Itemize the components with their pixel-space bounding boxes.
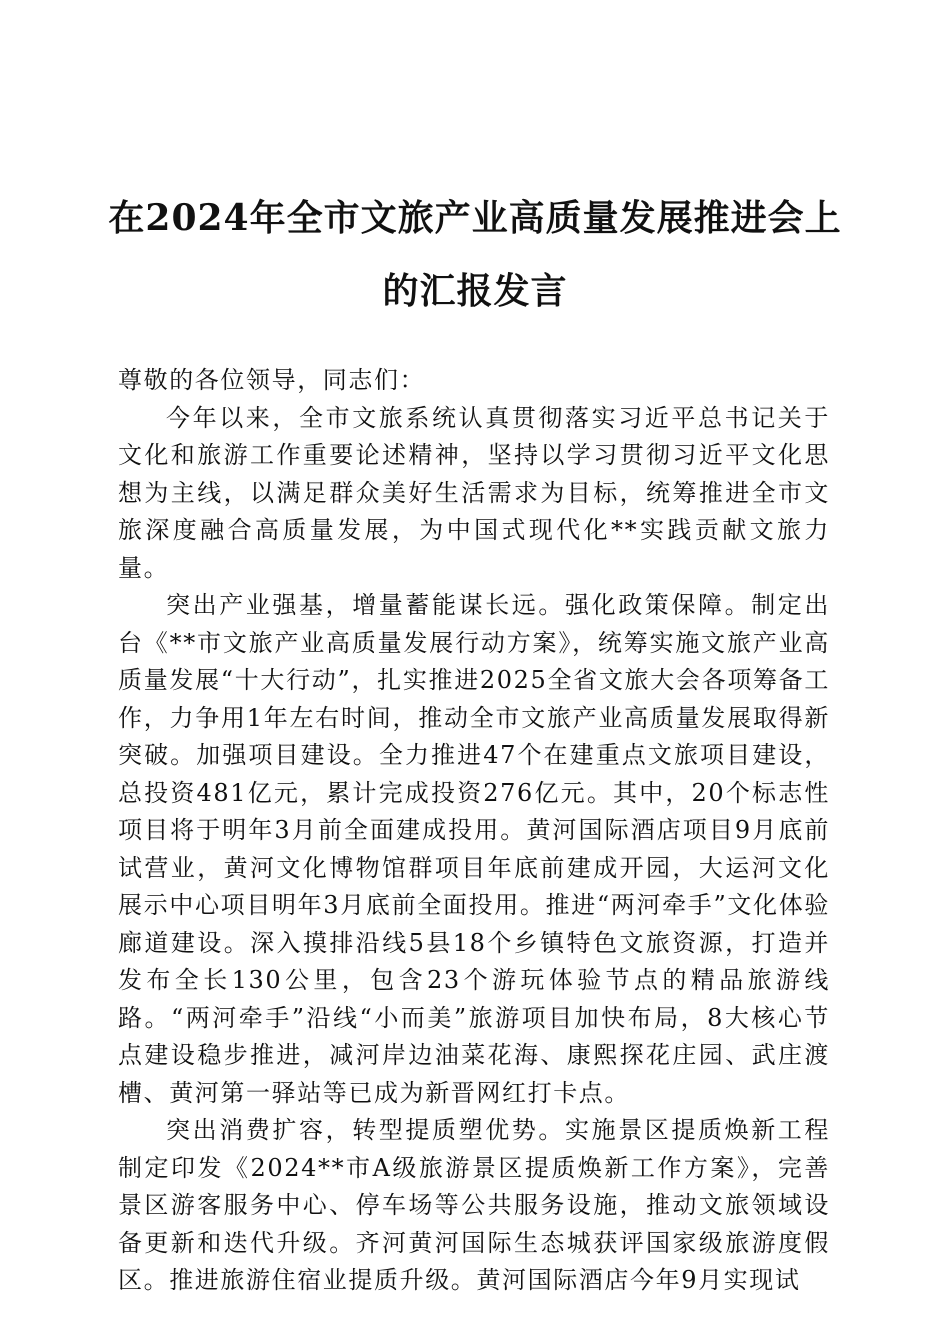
document-body [118,362,830,1300]
paragraph-intro: 今年以来，全市文旅系统认真贯彻落实习近平总书记关于文化和旅游工作重要论述精神，坚持以学习贯彻习近平文化思想为主线，以满足群众美好生活需求为目标，统筹推进全市文旅深度融合高质量发展，为中国式现代化**实践贡献文旅力量。 [118,403,830,582]
paragraph-consumption: 突出消费扩容，转型提质塑优势。实施景区提质焕新工程制定印发《2024**市A级旅游景区提质焕新工作方案》，完善景区游客服务中心、停车场等公共服务设施，推动文旅领域设备更新和迭代升级。齐河黄河国际生态城获评国家级旅游度假区。推进旅游住宿业提质升级。黄河国际酒店今年9月实现试 [118,1116,830,1294]
paragraph-industry: 突出产业强基，增量蓄能谋长远。强化政策保障。制定出台《**市文旅产业高质量发展行动方案》，统筹实施文旅产业高质量发展“十大行动”，扎实推进2025全省文旅大会各项筹备工作，力争用1年左右时间，推动全市文旅产业高质量发展取得新突破。加强项目建设。全力推进47个在建重点文旅项目建设，总投资481亿元，累计完成投资276亿元。其中，20个标志性项目将于明年3月前全面建成投用。黄河国际酒店项目9月底前试营业，黄河文化博物馆群项目年底前建成开园，大运河文化展示中心项目明年3月底前全面投用。推进“两河牵手”文化体验廊道建设。深入摸排沿线5县18个乡镇特色文旅资源，打造并发布全长130公里，包含23个游玩体验节点的精品旅游线路。“两河牵手”沿线“小而美”旅游项目加快布局，8大核心节点建设稳步推进，减河岸边油菜花海、康熙探花庄园、武庄渡槽、黄河第一驿站等已成为新晋网红打卡点。 [118,591,830,1107]
salutation: 尊敬的各位领导，同志们： [118,366,426,394]
document-title-line-1: 在2024年全市文旅产业高质量发展推进会上 [108,197,842,239]
document-title-line-2: 的汇报发言 [382,270,568,312]
